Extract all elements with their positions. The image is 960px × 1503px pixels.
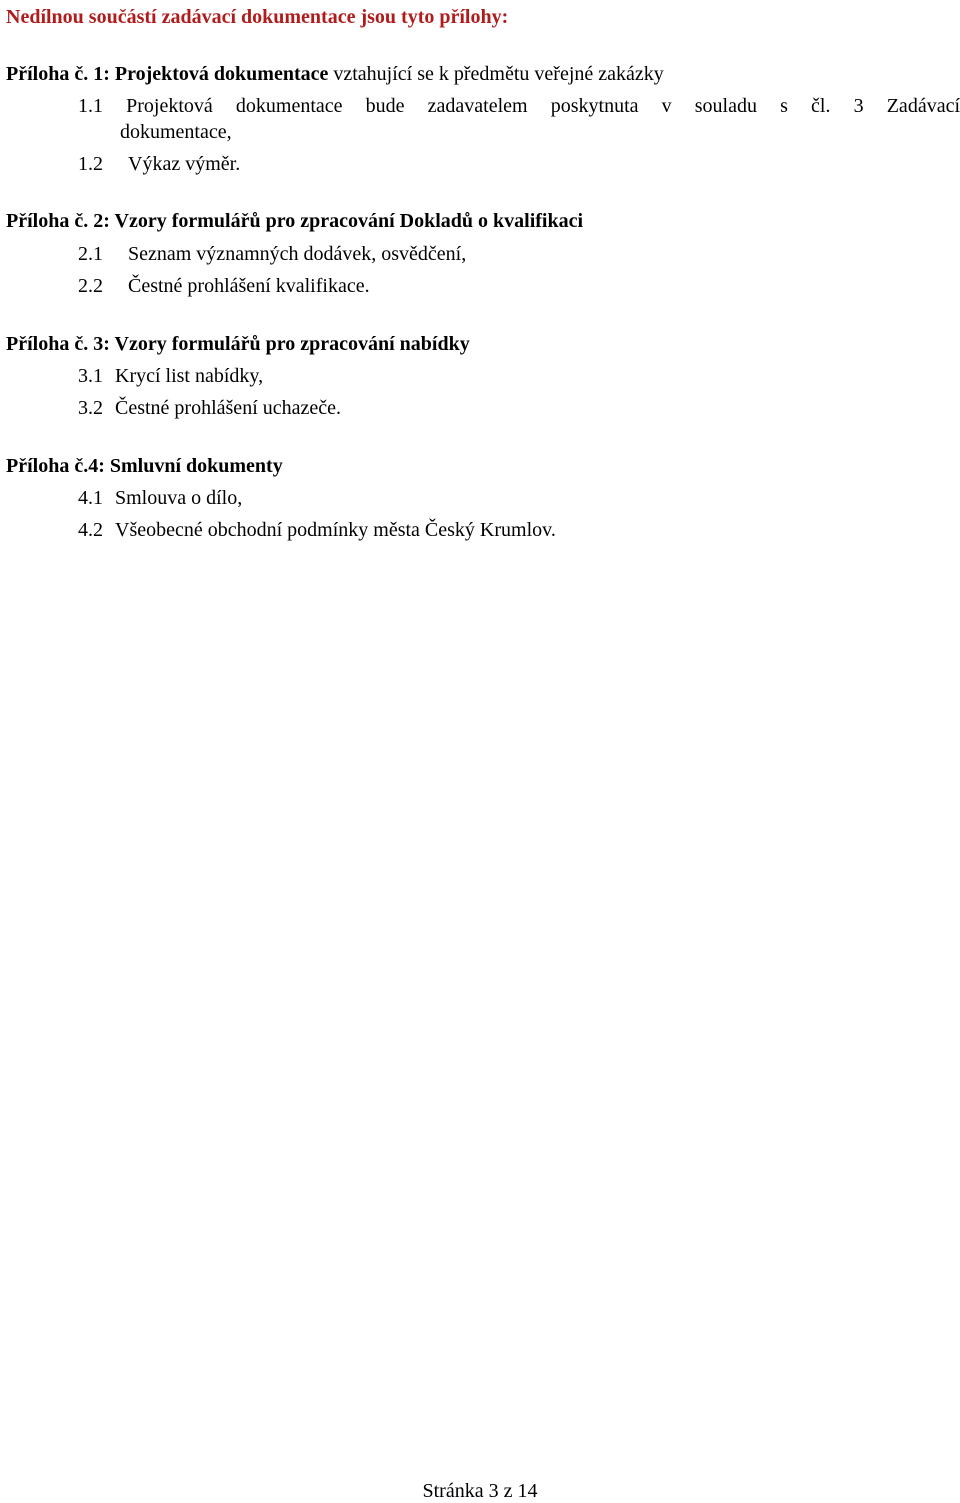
item-text: Čestné prohlášení uchazeče. — [115, 397, 342, 419]
item-word: čl. — [811, 95, 831, 117]
item-word: s — [780, 95, 788, 117]
attachment-2-item-2 — [78, 275, 370, 298]
item-word: v — [661, 95, 672, 117]
attachment-3-item-2 — [78, 397, 341, 420]
attachment-1-item-1-continuation: dokumentace, — [120, 121, 232, 143]
item-word: dokumentace — [235, 95, 343, 117]
attachment-1-rest: vztahující se k předmětu veřejné zakázky — [333, 63, 664, 85]
attachment-2-item-1 — [78, 243, 466, 266]
attachment-3-heading: Příloha č. 3: Vzory formulářů pro zpracování nabídky — [6, 333, 470, 355]
item-text: Seznam významných dodávek, osvědčení, — [128, 243, 467, 265]
attachment-4-item-2 — [78, 519, 556, 542]
attachment-4-heading: Příloha č.4: Smluvní dokumenty — [6, 455, 283, 477]
item-word: zadavatelem — [427, 95, 528, 117]
attachment-1-heading — [6, 63, 664, 86]
page-number: Stránka 3 z 14 — [422, 1480, 538, 1502]
attachment-4-item-1 — [78, 487, 242, 510]
attachment-3-item-1 — [78, 365, 263, 388]
item-text: Všeobecné obchodní podmínky města Český Krumlov. — [115, 519, 556, 541]
page-footer — [0, 1480, 960, 1503]
item-word: Zadávací — [886, 95, 960, 117]
item-word: bude — [365, 95, 405, 117]
item-number: 4.1 — [78, 487, 103, 509]
item-word: poskytnuta — [550, 95, 639, 117]
item-text: Krycí list nabídky, — [115, 365, 264, 387]
item-number: 4.2 — [78, 519, 103, 541]
item-number: 2.2 — [78, 275, 103, 297]
attachment-1-label: Příloha č. 1: — [6, 63, 110, 85]
item-number: 1.1 — [78, 95, 103, 117]
item-number: 3.2 — [78, 397, 103, 419]
item-number: 1.2 — [78, 153, 103, 175]
attachment-1-item-2 — [78, 153, 240, 176]
item-word: souladu — [694, 95, 757, 117]
attachment-1-item-1 — [78, 95, 960, 118]
item-word: 3 — [853, 95, 864, 117]
attachment-1-title: Projektová dokumentace — [114, 63, 329, 85]
item-text: Smlouva o dílo, — [115, 487, 243, 509]
item-number: 2.1 — [78, 243, 103, 265]
item-word: Projektová — [126, 95, 213, 117]
attachments-heading: Nedílnou součástí zadávací dokumentace jsou tyto přílohy: — [6, 6, 509, 28]
item-number: 3.1 — [78, 365, 103, 387]
attachment-2-heading: Příloha č. 2: Vzory formulářů pro zpracování Dokladů o kvalifikaci — [6, 210, 584, 232]
item-text: Čestné prohlášení kvalifikace. — [128, 275, 370, 297]
item-text: Výkaz výměr. — [128, 153, 241, 175]
